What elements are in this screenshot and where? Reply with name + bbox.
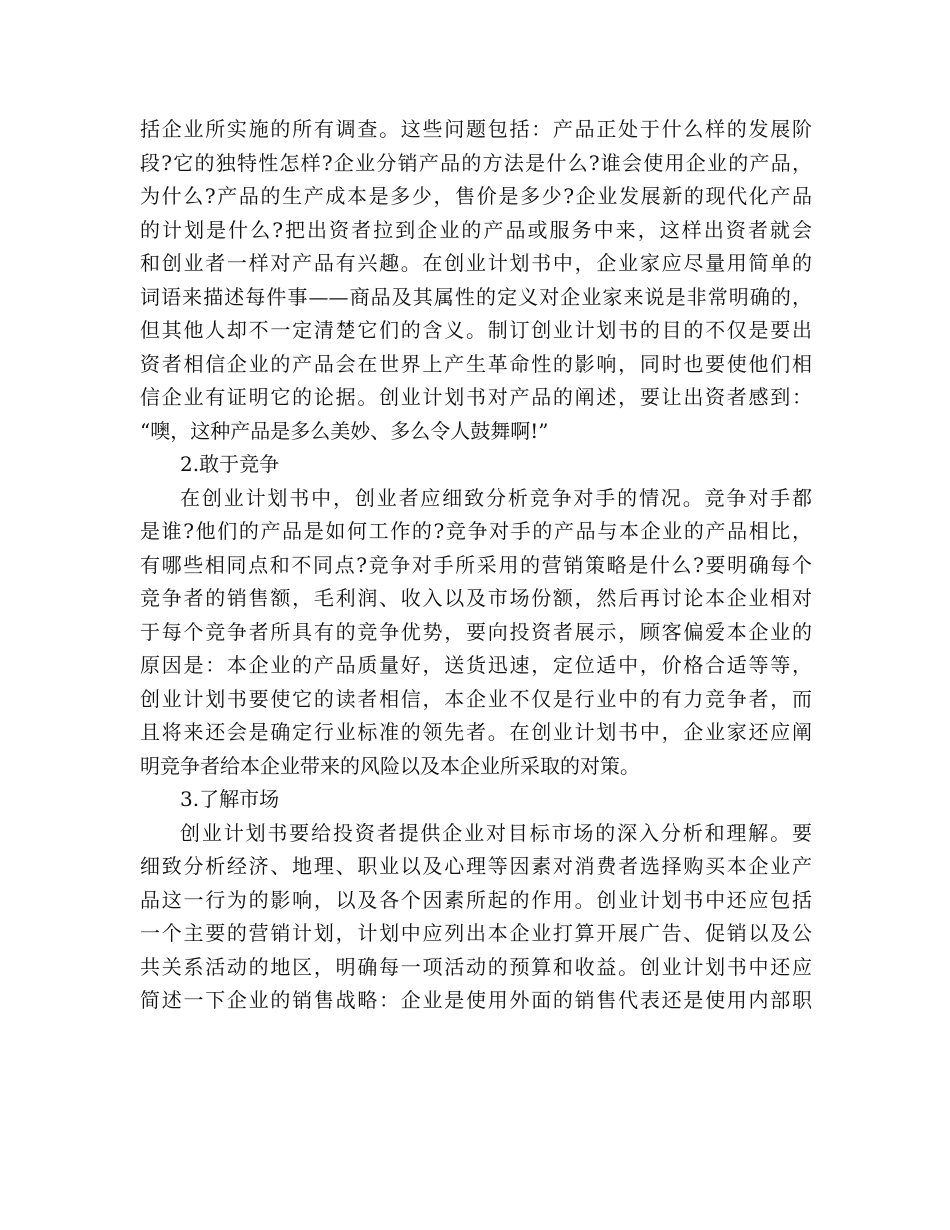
body-line-12: 在创业计划书中，创业者应细致分析竞争对手的情况。竞争对手都 [180, 485, 812, 510]
body-line-23: 细致分析经济、地理、职业以及心理等因素对消费者选择购买本企业产 [140, 854, 812, 878]
body-line-17: 原因是：本企业的产品质量好，送货迅速，定位适中，价格合适等等， [140, 653, 812, 677]
body-line-22: 创业计划书要给投资者提供企业对目标市场的深入分析和理解。要 [180, 820, 812, 845]
body-line-13: 是谁?他们的产品是如何工作的?竞争对手的产品与本企业的产品相比， [140, 519, 812, 543]
body-line-6: 词语来描述每件事——商品及其属性的定义对企业家来说是非常明确的， [140, 284, 812, 309]
body-line-14: 有哪些相同点和不同点?竞争对手所采用的营销策略是什么?要明确每个 [140, 552, 812, 577]
body-line-1: 括企业所实施的所有调查。这些问题包括：产品正处于什么样的发展阶 [140, 117, 812, 141]
body-line-8: 资者相信企业的产品会在世界上产生革命性的影响，同时也要使他们相 [140, 351, 812, 376]
body-line-5: 和创业者一样对产品有兴趣。在创业计划书中，企业家应尽量用简单的 [140, 251, 812, 275]
body-line-19: 且将来还会是确定行业标准的领先者。在创业计划书中，企业家还应阐 [140, 720, 812, 744]
body-line-24: 品这一行为的影响，以及各个因素所起的作用。创业计划书中还应包括 [140, 887, 812, 912]
body-line-20: 明竞争者给本企业带来的风险以及本企业所采取的对策。 [140, 753, 640, 778]
body-line-16: 于每个竞争者所具有的竞争优势，要向投资者展示，顾客偏爱本企业的 [140, 619, 812, 644]
body-line-10: “噢，这种产品是多么美妙、多么令人鼓舞啊!” [140, 418, 549, 443]
body-line-27: 简述一下企业的销售战略：企业是使用外面的销售代表还是使用内部职 [140, 988, 812, 1012]
body-line-7: 但其他人却不一定清楚它们的含义。制订创业计划书的目的不仅是要出 [140, 318, 812, 342]
body-line-2: 段?它的独特性怎样?企业分销产品的方法是什么?谁会使用企业的产品， [140, 150, 812, 175]
body-line-26: 共关系活动的地区，明确每一项活动的预算和收益。创业计划书中还应 [140, 954, 812, 979]
document-body [140, 113, 812, 1018]
body-line-9: 信企业有证明它的论据。创业计划书对产品的阐述，要让出资者感到： [140, 385, 812, 409]
body-line-4: 的计划是什么?把出资者拉到企业的产品或服务中来，这样出资者就会 [140, 217, 812, 242]
body-line-15: 竞争者的销售额，毛利润、收入以及市场份额，然后再讨论本企业相对 [140, 586, 812, 610]
body-line-3: 为什么?产品的生产成本是多少，售价是多少?企业发展新的现代化产品 [140, 184, 812, 208]
section-heading-3: 3.了解市场 [180, 787, 280, 811]
section-heading-2: 2.敢于竞争 [180, 452, 280, 476]
body-line-25: 一个主要的营销计划，计划中应列出本企业打算开展广告、促销以及公 [140, 921, 812, 945]
body-line-18: 创业计划书要使它的读者相信，本企业不仅是行业中的有力竞争者，而 [140, 686, 812, 711]
